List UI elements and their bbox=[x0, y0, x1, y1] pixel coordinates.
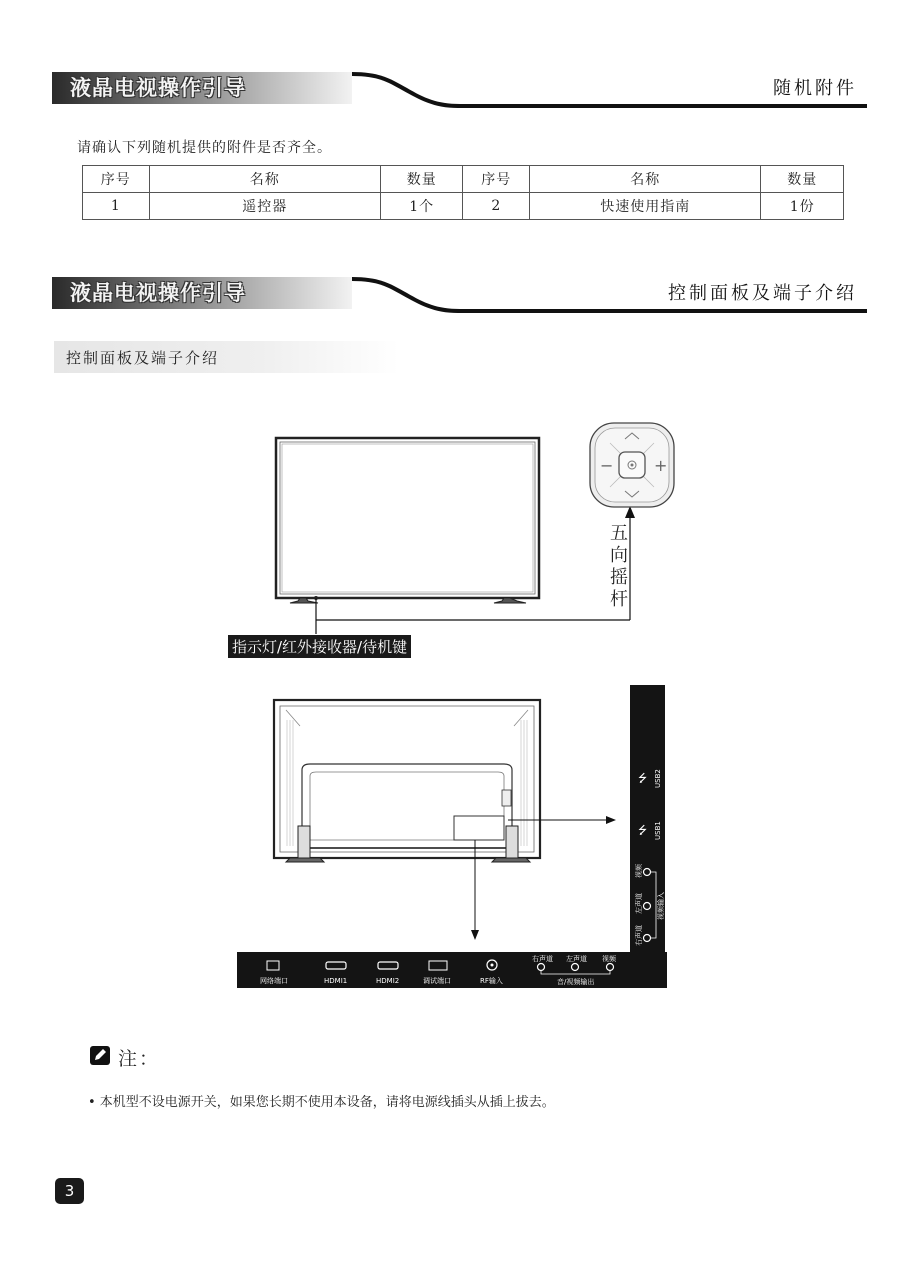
accessories-table bbox=[82, 165, 844, 220]
side-av-group-label: 视频输入 bbox=[657, 892, 665, 920]
port-label: 调试端口 bbox=[423, 977, 451, 985]
joystick-plus: + bbox=[654, 456, 668, 475]
av-out-label: 右声道 bbox=[532, 955, 553, 963]
col-header: 名称 bbox=[530, 166, 761, 193]
col-header: 数量 bbox=[380, 166, 463, 193]
indicator-label: 指示灯/红外接收器/待机键 bbox=[228, 635, 411, 658]
col-header: 序号 bbox=[463, 166, 530, 193]
joystick-label: 五 向 摇 杆 bbox=[610, 523, 628, 610]
subsection-title: 控制面板及端子介绍 bbox=[66, 349, 220, 367]
av-out-group-label: 音/视频输出 bbox=[557, 978, 595, 986]
av-out-label: 左声道 bbox=[566, 955, 587, 963]
port-label: RF输入 bbox=[480, 977, 503, 985]
table-row bbox=[83, 193, 844, 220]
side-av-label: 右声道 bbox=[635, 925, 643, 946]
table-header-row bbox=[83, 166, 844, 193]
usb-icon: ⭍ bbox=[638, 824, 648, 837]
page-number: 3 bbox=[55, 1178, 84, 1204]
table-cell: 2 bbox=[463, 193, 530, 220]
side-av-label: 左声道 bbox=[635, 893, 643, 914]
port-label: 网络端口 bbox=[260, 977, 288, 985]
table-cell: 遥控器 bbox=[149, 193, 380, 220]
note-text: • 本机型不设电源开关，如果您长期不使用本设备，请将电源线插头从插上拔去。 bbox=[88, 1095, 555, 1110]
usb-icon: ⭍ bbox=[638, 772, 648, 785]
note-title: 注： bbox=[118, 1048, 161, 1070]
port-label: HDMI2 bbox=[376, 977, 400, 985]
side-usb1-label: USB1 bbox=[654, 821, 662, 840]
pencil-note-icon bbox=[90, 1046, 112, 1066]
subsection-title-bar bbox=[54, 341, 399, 373]
table-cell: 1 bbox=[83, 193, 150, 220]
five-way-joystick-icon bbox=[590, 423, 674, 507]
table-cell: 1个 bbox=[380, 193, 463, 220]
header-left-title: 液晶电视操作引导 bbox=[70, 75, 246, 100]
port-label: HDMI1 bbox=[324, 977, 348, 985]
header-left-title: 液晶电视操作引导 bbox=[70, 280, 246, 305]
tv-rear-diagram bbox=[230, 680, 670, 992]
side-av-label: 视频 bbox=[635, 864, 643, 878]
table-cell: 1份 bbox=[761, 193, 844, 220]
table-cell: 快速使用指南 bbox=[530, 193, 761, 220]
av-out-label: 视频 bbox=[602, 955, 616, 963]
header-right-title: 控制面板及端子介绍 bbox=[668, 283, 857, 304]
side-usb2-label: USB2 bbox=[654, 769, 662, 788]
joystick-minus: − bbox=[600, 456, 614, 475]
col-header: 名称 bbox=[149, 166, 380, 193]
col-header: 序号 bbox=[83, 166, 150, 193]
section-header-accessories bbox=[52, 70, 867, 118]
col-header: 数量 bbox=[761, 166, 844, 193]
section-header-control-panel bbox=[52, 275, 867, 323]
header-right-title: 随机附件 bbox=[773, 78, 857, 99]
accessories-intro: 请确认下列随机提供的附件是否齐全。 bbox=[77, 140, 332, 156]
